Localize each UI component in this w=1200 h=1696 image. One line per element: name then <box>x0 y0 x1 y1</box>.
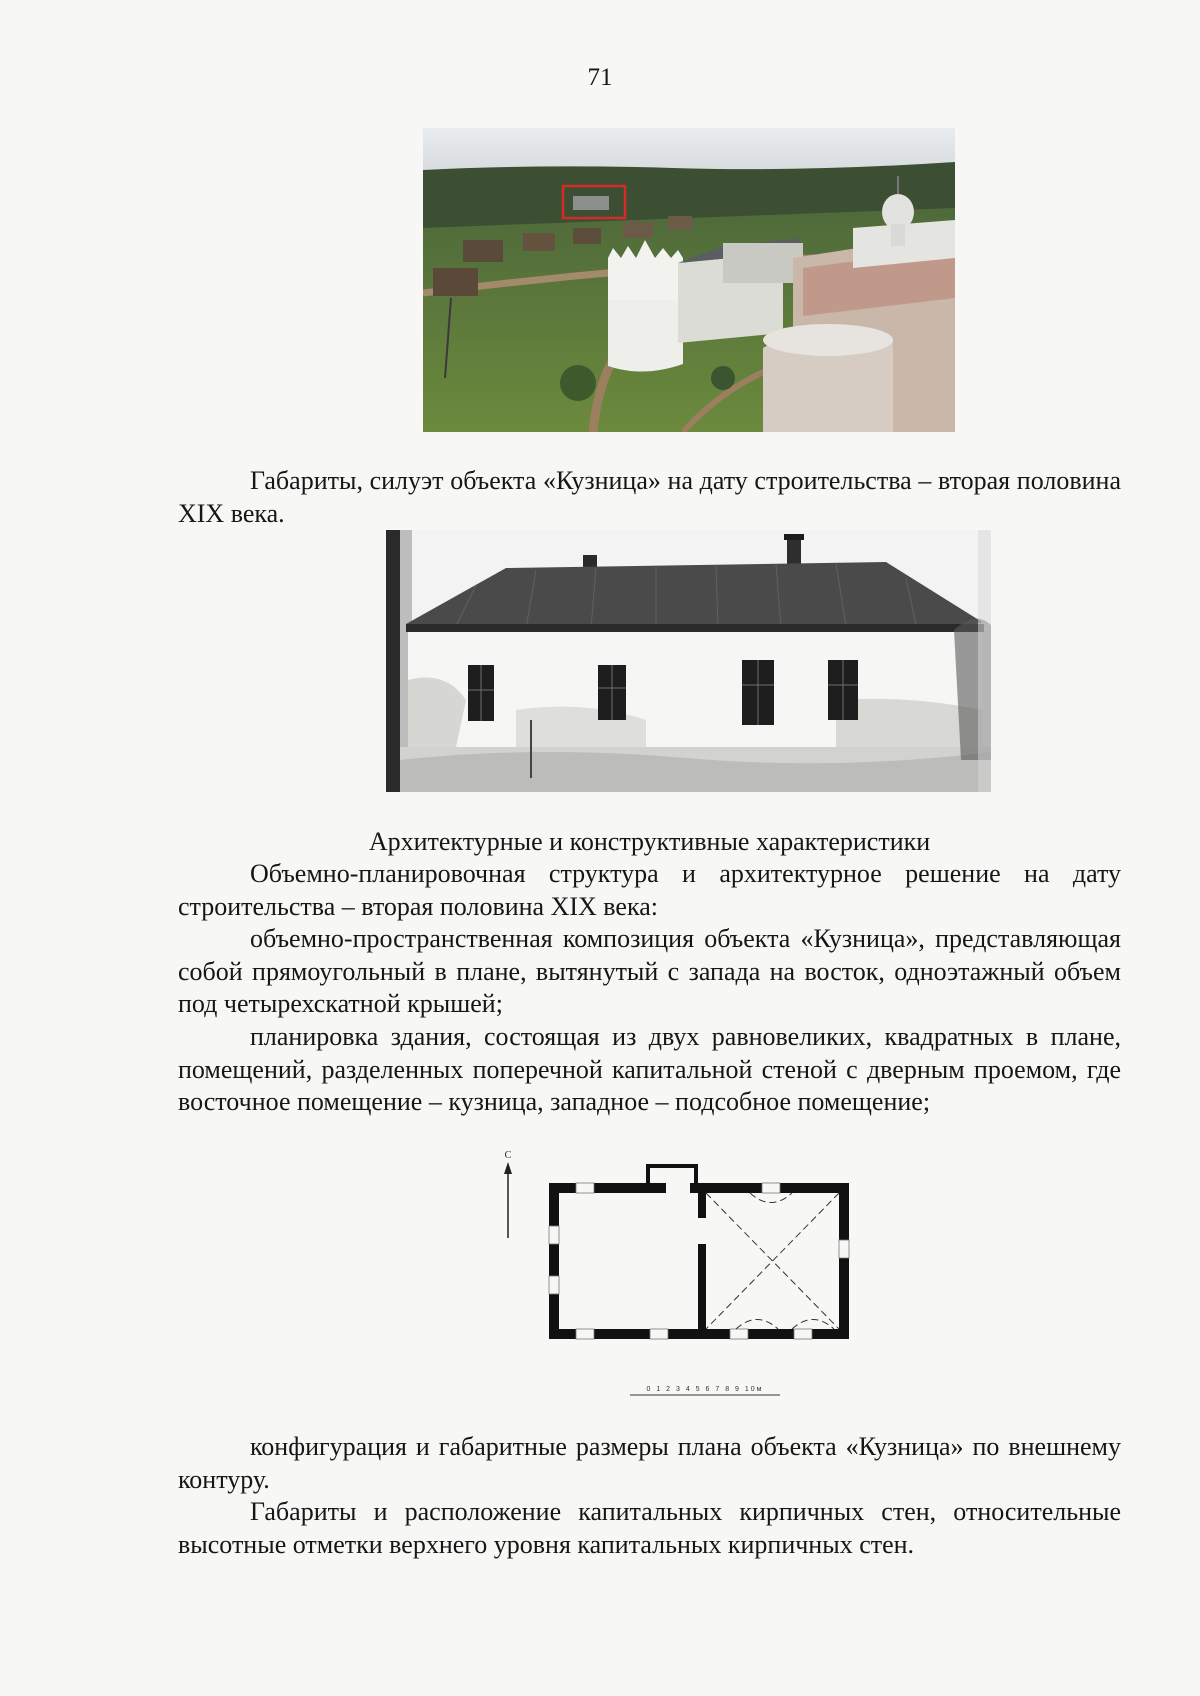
section-heading: Архитектурные и конструктивные характеристики <box>368 827 931 856</box>
caption-text: Габариты, силуэт объекта «Кузница» на дату строительства – вторая половина XIX века. <box>178 466 1121 528</box>
paragraph-configuration <box>178 1431 1121 1496</box>
scale-bar <box>630 1386 780 1395</box>
facade-photo <box>386 530 991 792</box>
paragraph-text: конфигурация и габаритные размеры плана объекта «Кузница» по внешнему контуру. <box>178 1432 1121 1494</box>
paragraph-text: планировка здания, состоящая из двух равновеликих, квадратных в плане, помещений, разделенных поперечной капитальной стеной с дверным проемом, где восточное помещение – кузница, западное – подсобное помещение; <box>178 1022 1121 1116</box>
paragraph-layout <box>178 1021 1121 1119</box>
paragraph-text: Объемно-планировочная структура и архитектурное решение на дату строительства – вторая половина XIX века: <box>178 859 1121 921</box>
floor-plan-drawing <box>500 1148 880 1418</box>
north-mark: С <box>504 1150 512 1161</box>
aerial-photo <box>423 128 955 432</box>
paragraph-text: объемно-пространственная композиция объекта «Кузница», представляющая собой прямоугольный в плане, вытянутый с запада на восток, одноэтажный объем под четырехскатной крышей; <box>178 924 1121 1018</box>
paragraph-walls <box>178 1496 1121 1561</box>
paragraph-structure <box>178 858 1121 923</box>
paragraph-composition <box>178 923 1121 1021</box>
caption-silhouette <box>178 465 1121 530</box>
paragraph-text: Габариты и расположение капитальных кирпичных стен, относительные высотные отметки верхнего уровня капитальных кирпичных стен. <box>178 1497 1121 1559</box>
north-arrow <box>504 1150 512 1238</box>
page-number: 71 <box>587 64 613 91</box>
scale-label: 0 1 2 3 4 5 6 7 8 9 10м <box>646 1386 764 1393</box>
